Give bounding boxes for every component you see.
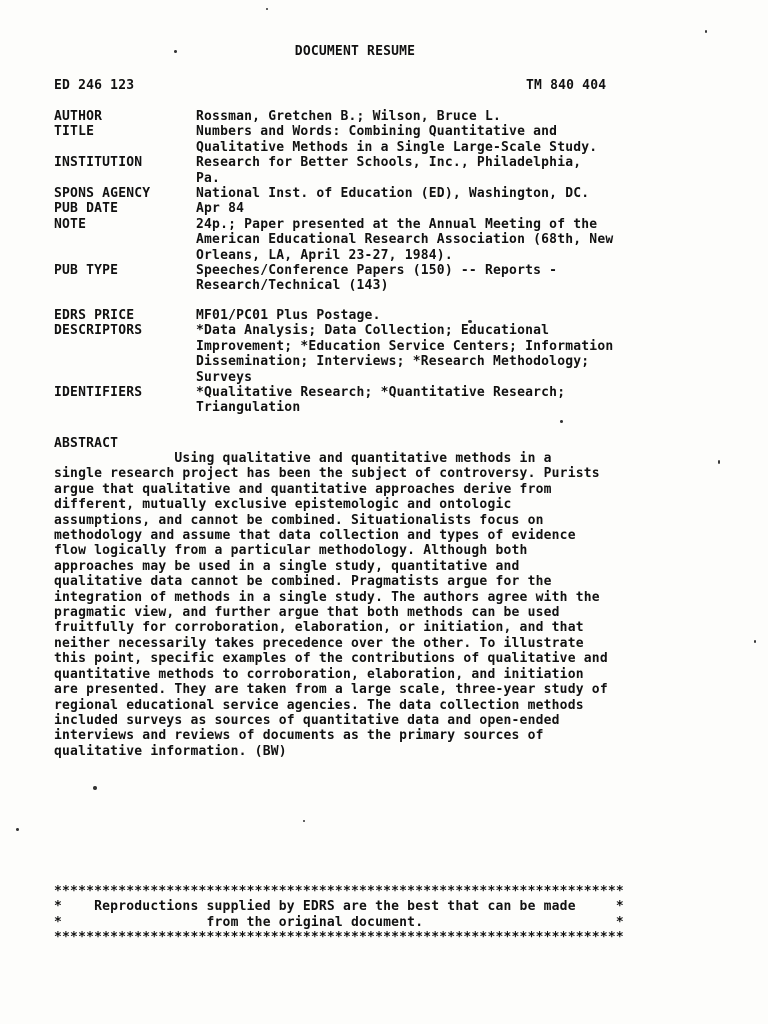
abstract-line: pragmatic view, and further argue that both methods can be used — [54, 605, 560, 621]
field-value — [196, 217, 613, 263]
scan-speck — [174, 50, 177, 53]
field-label: PUB DATE — [54, 201, 119, 217]
field-line: Pa. — [196, 170, 221, 186]
field-line: National Inst. of Education (ED), Washington, DC. — [196, 186, 590, 202]
field-label: DESCRIPTORS — [54, 323, 143, 339]
scan-speck — [560, 420, 563, 423]
field-line: MF01/PC01 Plus Postage. — [196, 307, 381, 323]
abstract-line: methodology and assume that data collection and types of evidence — [54, 528, 576, 544]
field-label: TITLE — [54, 124, 95, 140]
asterisk-border-top: *********************************************************************** — [54, 884, 624, 899]
field-value — [196, 385, 565, 416]
field-descriptors — [54, 323, 704, 385]
field-line: Triangulation — [196, 400, 301, 416]
field-identifiers — [54, 385, 704, 416]
abstract-line: qualitative information. (BW) — [54, 743, 287, 759]
field-line: Speeches/Conference Papers (150) -- Reports - — [196, 263, 558, 279]
field-value — [196, 109, 501, 124]
abstract-line: included surveys as sources of quantitative data and open-ended — [54, 712, 560, 728]
field-line: *Data Analysis; Data Collection; Educational — [196, 323, 550, 339]
field-value — [196, 308, 381, 323]
field-line: Research for Better Schools, Inc., Philadelphia, — [196, 155, 582, 171]
field-line: Qualitative Methods in a Single Large-Scale Study. — [196, 139, 598, 155]
field-line: Numbers and Words: Combining Quantitative and — [196, 124, 558, 140]
abstract-line: are presented. They are taken from a large scale, three-year study of — [54, 682, 608, 698]
document-title: DOCUMENT RESUME — [294, 44, 416, 59]
tm-number: TM 840 404 — [526, 78, 607, 93]
scan-speck — [303, 820, 305, 822]
field-line: 24p.; Paper presented at the Annual Meeting of the — [196, 216, 598, 232]
field-line: Dissemination; Interviews; *Research Methodology; — [196, 354, 590, 370]
abstract-line: integration of methods in a single study. The authors agree with the — [54, 589, 600, 605]
field-line: Improvement; *Education Service Centers; Information — [196, 338, 614, 354]
abstract-line: Using qualitative and quantitative methods in a — [54, 451, 552, 466]
abstract-line: different, mutually exclusive epistemologic and ontologic — [54, 497, 512, 513]
field-line: Surveys — [196, 369, 253, 385]
field-edrs-price — [54, 308, 704, 323]
abstract-line: approaches may be used in a single study, quantitative and — [54, 558, 520, 574]
reproduction-notice — [54, 884, 704, 946]
field-value — [196, 155, 581, 186]
field-author — [54, 109, 704, 124]
scan-speck — [754, 640, 756, 643]
abstract-line: single research project has been the subject of controversy. Purists — [54, 466, 600, 482]
field-line: Rossman, Gretchen B.; Wilson, Bruce L. — [196, 109, 502, 124]
abstract-line: regional educational service agencies. The data collection methods — [54, 697, 584, 713]
field-value — [196, 186, 589, 201]
scan-speck — [93, 786, 97, 790]
field-label: NOTE — [54, 216, 87, 232]
abstract-line: interviews and reviews of documents as the primary sources of — [54, 728, 544, 744]
field-pub-type — [54, 263, 704, 294]
ed-number: ED 246 123 — [54, 78, 135, 93]
metadata-fields — [54, 109, 704, 416]
field-line: *Qualitative Research; *Quantitative Research; — [196, 384, 566, 400]
field-label: PUB TYPE — [54, 263, 119, 279]
abstract-line: quantitative methods to corroboration, elaboration, and initiation — [54, 666, 584, 682]
field-value — [196, 201, 244, 216]
scan-speck — [266, 8, 268, 10]
field-note — [54, 217, 704, 263]
section-gap — [54, 294, 704, 308]
field-label: SPONS AGENCY — [54, 186, 151, 202]
field-value — [196, 124, 597, 155]
abstract-heading: ABSTRACT — [54, 436, 119, 451]
field-line: Orleans, LA, April 23-27, 1984). — [196, 247, 453, 263]
scan-speck — [718, 460, 720, 464]
field-title — [54, 124, 704, 155]
scan-speck — [468, 320, 472, 323]
field-line: American Educational Research Association (68th, New — [196, 232, 614, 248]
field-line: Apr 84 — [196, 201, 245, 217]
notice-line: * Reproductions supplied by EDRS are the best that can be made * — [54, 899, 624, 915]
scan-speck — [16, 828, 19, 831]
field-value — [196, 323, 613, 385]
field-spons-agency — [54, 186, 704, 201]
field-label: IDENTIFIERS — [54, 384, 143, 400]
field-line: Research/Technical (143) — [196, 278, 389, 294]
field-label: AUTHOR — [54, 109, 103, 124]
abstract-line: qualitative data cannot be combined. Pragmatists argue for the — [54, 574, 552, 590]
abstract-line: assumptions, and cannot be combined. Situationalists focus on — [54, 512, 544, 528]
field-label: INSTITUTION — [54, 155, 143, 171]
asterisk-border-bottom: *********************************************************************** — [54, 930, 624, 946]
abstract-body — [54, 451, 714, 759]
abstract-line: fruitfully for corroboration, elaboration, or initiation, and that — [54, 620, 584, 636]
abstract-line: argue that qualitative and quantitative approaches derive from — [54, 481, 552, 497]
abstract-line: flow logically from a particular methodology. Although both — [54, 543, 528, 559]
field-institution — [54, 155, 704, 186]
field-label: EDRS PRICE — [54, 307, 135, 323]
scan-speck — [705, 30, 707, 33]
field-pub-date — [54, 201, 704, 216]
abstract-line: neither necessarily takes precedence over the other. To illustrate — [54, 635, 584, 651]
notice-line: * from the original document. * — [54, 914, 624, 930]
abstract-line: this point, specific examples of the contributions of qualitative and — [54, 651, 608, 667]
field-value — [196, 263, 557, 294]
